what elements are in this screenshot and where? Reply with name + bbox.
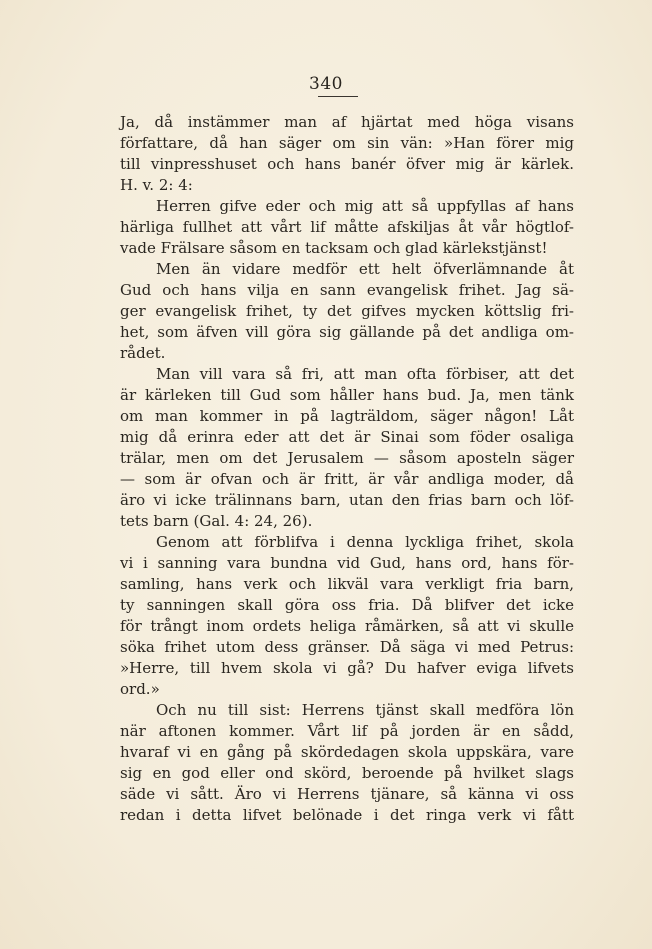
text-line: rådet. xyxy=(120,344,166,362)
text-line: författare, då han säger om sin vän: »Han förer mig xyxy=(120,134,574,152)
text-line: samling, hans verk och likväl vara verkligt fria barn, xyxy=(120,575,574,593)
text-line: redan i detta lifvet belönade i det ringa verk vi fått xyxy=(120,806,574,824)
page-number: 340 xyxy=(309,74,343,94)
text-line: »Herre, till hvem skola vi gå? Du hafver eviga lifvets xyxy=(120,659,574,677)
text-line: om man kommer in på lagträldom, säger någon! Låt xyxy=(120,407,574,425)
text-line: ord.» xyxy=(120,680,160,698)
text-line: tets barn (Gal. 4: 24, 26). xyxy=(120,512,313,530)
text-line: Herren gifve eder och mig att så uppfyllas af hans xyxy=(156,197,574,215)
text-line: Man vill vara så fri, att man ofta förbiser, att det xyxy=(156,365,574,383)
text-line: hvaraf vi en gång på skördedagen skola uppskära, vare xyxy=(120,743,574,761)
text-line: vade Frälsare såsom en tacksam och glad kärlekstjänst! xyxy=(120,239,548,257)
text-line: Men än vidare medför ett helt öfverlämnande åt xyxy=(156,260,574,278)
text-line: trälar, men om det Jerusalem — såsom aposteln säger xyxy=(120,449,574,467)
text-line: H. v. 2: 4: xyxy=(120,176,193,194)
text-line: — som är ofvan och är fritt, är vår andliga moder, då xyxy=(120,470,574,488)
text-line: till vinpresshuset och hans banér öfver mig är kärlek. xyxy=(120,155,574,173)
page-number-underline xyxy=(318,96,358,97)
body-text xyxy=(120,112,574,826)
text-line: Ja, då instämmer man af hjärtat med höga visans xyxy=(120,113,574,131)
text-line: ty sanningen skall göra oss fria. Då blifver det icke xyxy=(120,596,574,614)
text-line: vi i sanning vara bundna vid Gud, hans ord, hans för- xyxy=(120,554,574,572)
text-line: när aftonen kommer. Vårt lif på jorden är en sådd, xyxy=(120,722,574,740)
text-line: för trångt inom ordets heliga råmärken, så att vi skulle xyxy=(120,617,574,635)
text-line: säde vi sått. Äro vi Herrens tjänare, så känna vi oss xyxy=(120,785,574,803)
text-line: Gud och hans vilja en sann evangelisk frihet. Jag sä- xyxy=(120,281,574,299)
text-line: är kärleken till Gud som håller hans bud. Ja, men tänk xyxy=(120,386,574,404)
text-line: ger evangelisk frihet, ty det gifves mycken köttslig fri- xyxy=(120,302,574,320)
text-line: Och nu till sist: Herrens tjänst skall medföra lön xyxy=(156,701,574,719)
text-line: mig då erinra eder att det är Sinai som föder osaliga xyxy=(120,428,574,446)
text-line: het, som äfven vill göra sig gällande på det andliga om- xyxy=(120,323,574,341)
text-line: härliga fullhet att vårt lif måtte afskiljas åt vår högtlof- xyxy=(120,218,574,236)
text-line: sig en god eller ond skörd, beroende på hvilket slags xyxy=(120,764,574,782)
text-line: äro vi icke trälinnans barn, utan den frias barn och löf- xyxy=(120,491,574,509)
text-line: Genom att förblifva i denna lyckliga frihet, skola xyxy=(156,533,574,551)
text-line: söka frihet utom dess gränser. Då säga vi med Petrus: xyxy=(120,638,574,656)
